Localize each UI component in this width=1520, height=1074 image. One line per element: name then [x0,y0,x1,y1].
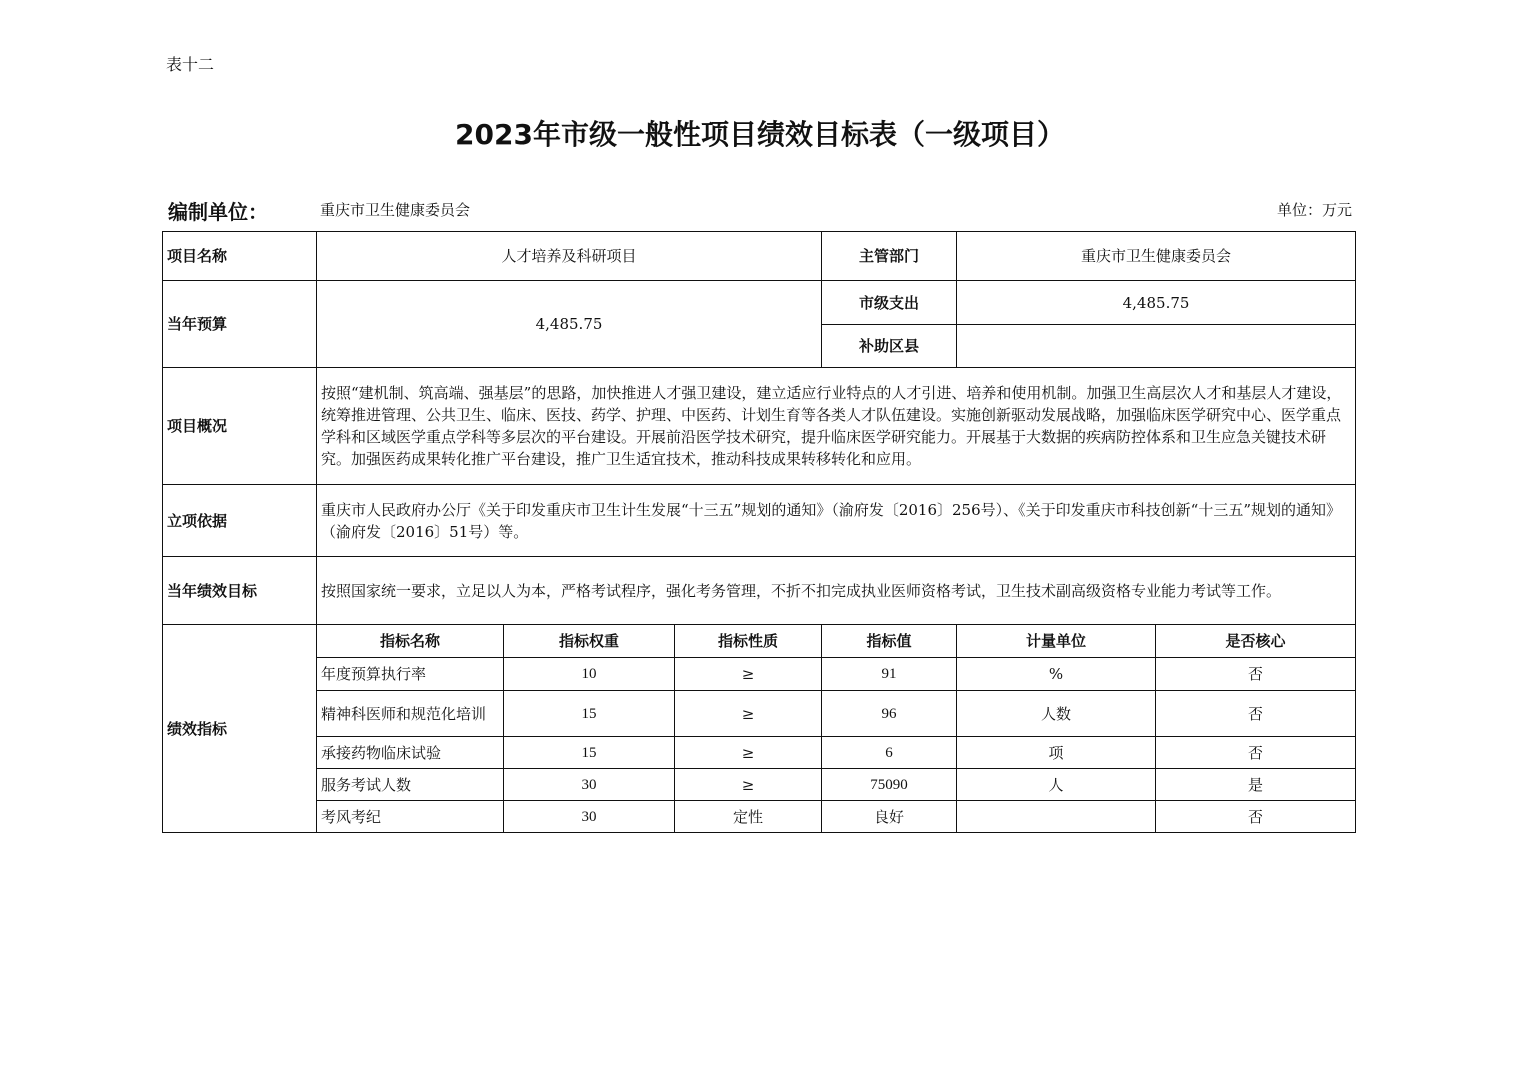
indicator-core: 否 [1156,737,1356,769]
indicator-unit: 人 [957,769,1156,801]
compile-unit-label: 编制单位： [168,200,268,224]
indicator-nature: ≥ [675,658,822,691]
basis-text: 重庆市人民政府办公厅《关于印发重庆市卫生计生发展“十三五”规划的通知》（渝府发〔2016〕256号）、《关于印发重庆市科技创新“十三五”规划的通知》（渝府发〔2016〕51号）等。 [317,485,1356,557]
indicator-name: 年度预算执行率 [317,658,504,691]
header-is-core: 是否核心 [1156,625,1356,658]
indicators-label: 绩效指标 [163,625,317,833]
table-row [163,691,1356,737]
table-row [163,769,1356,801]
city-spend-value: 4,485.75 [957,281,1356,325]
overview-label: 项目概况 [163,368,317,485]
table-row [163,737,1356,769]
indicator-name: 考风考纪 [317,801,504,833]
money-unit: 单位：万元 [1276,201,1352,219]
indicator-value: 91 [822,658,957,691]
header-unit: 计量单位 [957,625,1156,658]
goal-text: 按照国家统一要求，立足以人为本，严格考试程序，强化考务管理，不折不扣完成执业医师资格考试，卫生技术副高级资格专业能力考试等工作。 [317,557,1356,625]
table-row [163,801,1356,833]
indicator-nature: ≥ [675,769,822,801]
header-indicator-value: 指标值 [822,625,957,658]
indicator-unit: 人数 [957,691,1156,737]
indicator-unit: % [957,658,1156,691]
indicator-core: 否 [1156,801,1356,833]
indicator-value: 6 [822,737,957,769]
indicator-nature: ≥ [675,691,822,737]
indicator-weight: 10 [504,658,675,691]
indicator-nature: ≥ [675,737,822,769]
indicator-name: 承接药物临床试验 [317,737,504,769]
goal-label: 当年绩效目标 [163,557,317,625]
project-name-value: 人才培养及科研项目 [317,232,822,281]
indicator-core: 否 [1156,691,1356,737]
performance-table [162,231,1356,833]
indicator-weight: 30 [504,769,675,801]
indicator-core: 否 [1156,658,1356,691]
indicator-value: 良好 [822,801,957,833]
compile-unit-value: 重庆市卫生健康委员会 [320,201,471,219]
budget-label: 当年预算 [163,281,317,368]
header-indicator-weight: 指标权重 [504,625,675,658]
dept-label: 主管部门 [822,232,957,281]
city-spend-label: 市级支出 [822,281,957,325]
header-indicator-nature: 指标性质 [675,625,822,658]
indicator-unit [957,801,1156,833]
table-number: 表十二 [166,55,215,74]
overview-text: 按照“建机制、筑高端、强基层”的思路，加快推进人才强卫建设，建立适应行业特点的人才引进、培养和使用机制。加强卫生高层次人才和基层人才建设，统筹推进管理、公共卫生、临床、医技、药学、护理、中医药、计划生育等各类人才队伍建设。实施创新驱动发展战略，加强临床医学研究中心、医学重点学科和区域医学重点学科等多层次的平台建设。开展前沿医学技术研究，提升临床医学研究能力。开展基于大数据的疾病防控体系和卫生应急关键技术研究。加强医药成果转化推广平台建设，推广卫生适宜技术，推动科技成果转移转化和应用。 [317,368,1356,485]
subsidy-value [957,325,1356,368]
indicator-value: 75090 [822,769,957,801]
subsidy-label: 补助区县 [822,325,957,368]
table-row [163,658,1356,691]
budget-value: 4,485.75 [317,281,822,368]
indicator-value: 96 [822,691,957,737]
indicator-weight: 15 [504,737,675,769]
project-name-label: 项目名称 [163,232,317,281]
indicator-weight: 30 [504,801,675,833]
basis-label: 立项依据 [163,485,317,557]
indicator-core: 是 [1156,769,1356,801]
header-indicator-name: 指标名称 [317,625,504,658]
indicator-name: 服务考试人数 [317,769,504,801]
dept-value: 重庆市卫生健康委员会 [957,232,1356,281]
indicator-unit: 项 [957,737,1156,769]
indicator-weight: 15 [504,691,675,737]
indicator-nature: 定性 [675,801,822,833]
page-title: 2023年市级一般性项目绩效目标表（一级项目） [455,118,1065,151]
indicator-name: 精神科医师和规范化培训 [317,691,504,737]
